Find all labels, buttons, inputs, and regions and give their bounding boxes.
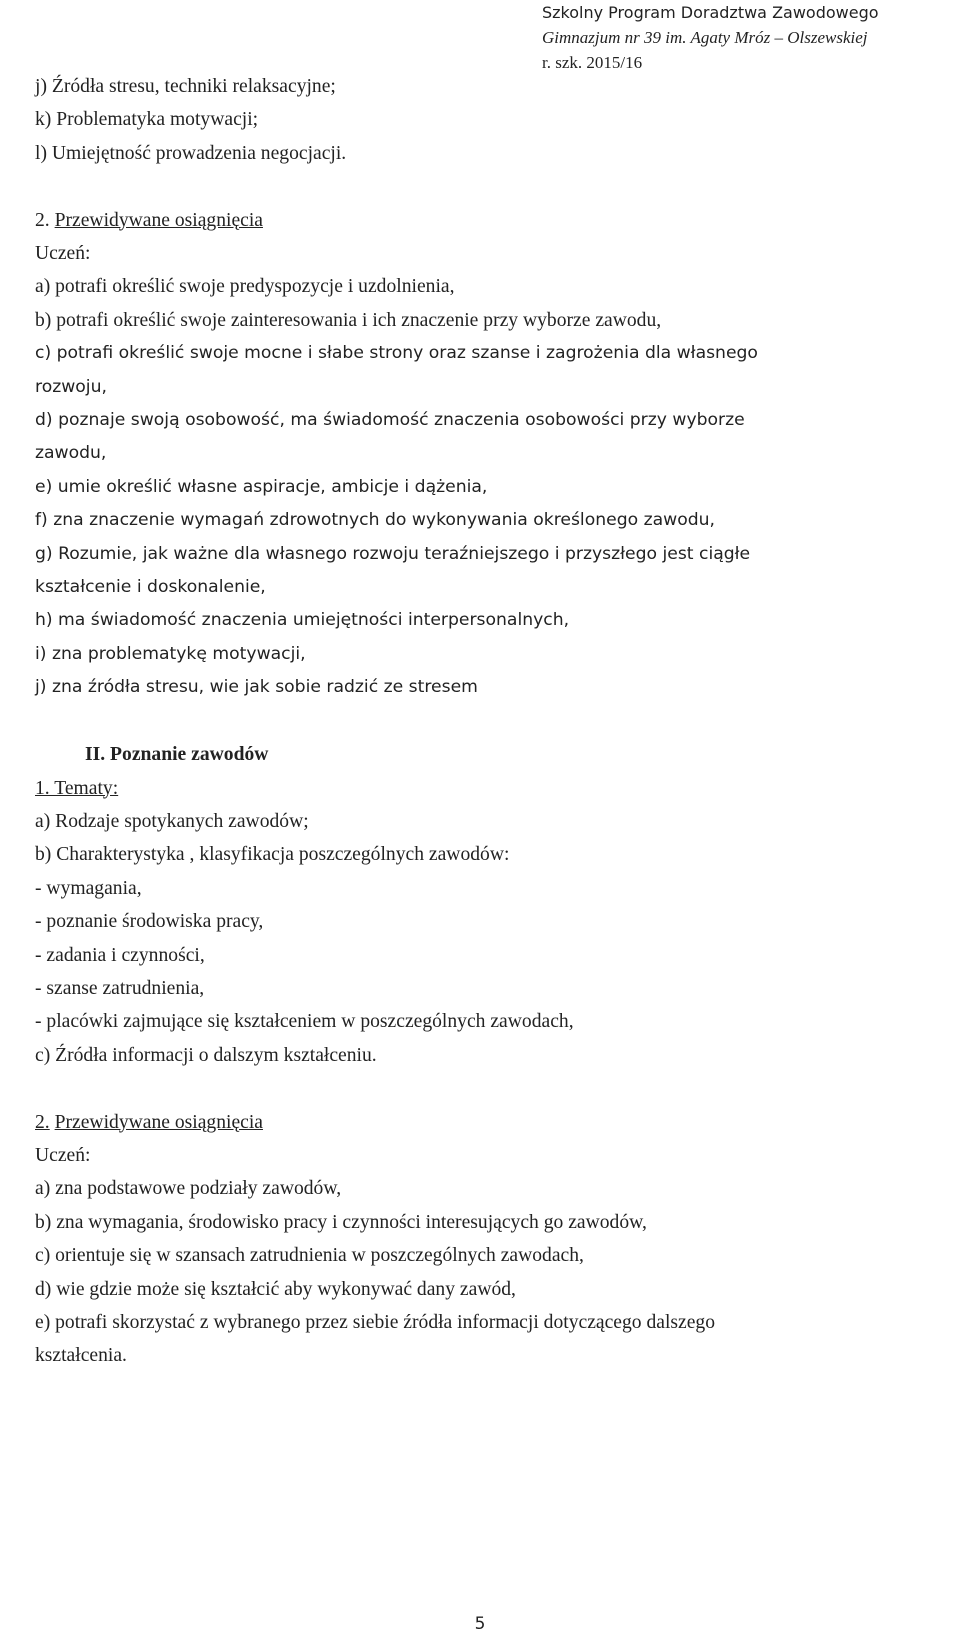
header-school-name: Gimnazjum nr 39 im. Agaty Mróz – Olszewskiej <box>542 28 868 47</box>
achievements-title: Przewidywane osiągnięcia <box>54 209 263 231</box>
student-label: Uczeń: <box>35 243 91 265</box>
list-item: a) zna podstawowe podziały zawodów, <box>35 1178 342 1200</box>
achievements-heading <box>35 204 935 237</box>
list-item: d) poznaje swoją osobowość, ma świadomość znaczenia osobowości przy wyborze <box>35 410 745 431</box>
list-item: e) umie określić własne aspiracje, ambicje i dążenia, <box>35 476 488 497</box>
list-item: kształcenia. <box>35 1345 127 1367</box>
document-body <box>35 70 935 1373</box>
list-item: b) zna wymagania, środowisko pracy i czynności interesujących go zawodów, <box>35 1211 647 1233</box>
list-item: j) Źródła stresu, techniki relaksacyjne; <box>35 76 336 97</box>
page-header <box>542 0 942 75</box>
list-item: c) orientuje się w szansach zatrudnienia w poszczególnych zawodach, <box>35 1245 584 1267</box>
list-item: c) Źródła informacji o dalszym kształceniu. <box>35 1044 377 1066</box>
list-item: l) Umiejętność prowadzenia negocjacji. <box>35 142 347 164</box>
achievements-number: 2. <box>35 209 50 231</box>
list-item: a) Rodzaje spotykanych zawodów; <box>35 810 309 832</box>
topics-label: 1. Tematy: <box>35 777 119 799</box>
header-school-year: r. szk. 2015/16 <box>542 53 643 72</box>
student-label: Uczeń: <box>35 1144 91 1166</box>
achievements-title: Przewidywane osiągnięcia <box>54 1111 263 1133</box>
list-item: - wymagania, <box>35 877 142 899</box>
achievements-number: 2. <box>35 1111 50 1133</box>
list-item: f) zna znaczenie wymagań zdrowotnych do wykonywania określonego zawodu, <box>35 510 715 531</box>
list-item: g) Rozumie, jak ważne dla własnego rozwoju teraźniejszego i przyszłego jest ciągłe <box>35 543 751 564</box>
list-item: e) potrafi skorzystać z wybranego przez siebie źródła informacji dotyczącego dalszego <box>35 1311 716 1333</box>
list-item: - placówki zajmujące się kształceniem w poszczególnych zawodach, <box>35 1011 574 1033</box>
list-item: j) zna źródła stresu, wie jak sobie radzić ze stresem <box>35 677 478 698</box>
list-item: d) wie gdzie może się kształcić aby wykonywać dany zawód, <box>35 1278 516 1300</box>
achievements-section-1 <box>35 204 935 705</box>
list-item: a) potrafi określić swoje predyspozycje i uzdolnienia, <box>35 276 455 298</box>
list-item: b) potrafi określić swoje zainteresowania i ich znaczenie przy wyborze zawodu, <box>35 309 662 331</box>
list-item: zawodu, <box>35 443 107 464</box>
topics-list-continued <box>35 70 935 170</box>
list-item: h) ma świadomość znaczenia umiejętności interpersonalnych, <box>35 610 570 631</box>
header-program-name: Szkolny Program Doradztwa Zawodowego <box>542 3 879 22</box>
list-item: rozwoju, <box>35 376 107 397</box>
list-item: i) zna problematykę motywacji, <box>35 643 306 664</box>
section-title: II. Poznanie zawodów <box>85 744 269 766</box>
list-item: k) Problematyka motywacji; <box>35 109 259 131</box>
achievements-section-2 <box>35 1106 935 1373</box>
page-number: 5 <box>474 1614 486 1634</box>
list-item: - szanse zatrudnienia, <box>35 977 205 999</box>
list-item: - poznanie środowiska pracy, <box>35 911 264 933</box>
section-professions <box>35 738 935 1072</box>
list-item: kształcenie i doskonalenie, <box>35 577 266 598</box>
list-item: - zadania i czynności, <box>35 944 205 966</box>
achievements-heading <box>35 1106 935 1139</box>
list-item: b) Charakterystyka , klasyfikacja poszczególnych zawodów: <box>35 844 510 866</box>
list-item: c) potrafi określić swoje mocne i słabe strony oraz szanse i zagrożenia dla własnego <box>35 343 758 364</box>
